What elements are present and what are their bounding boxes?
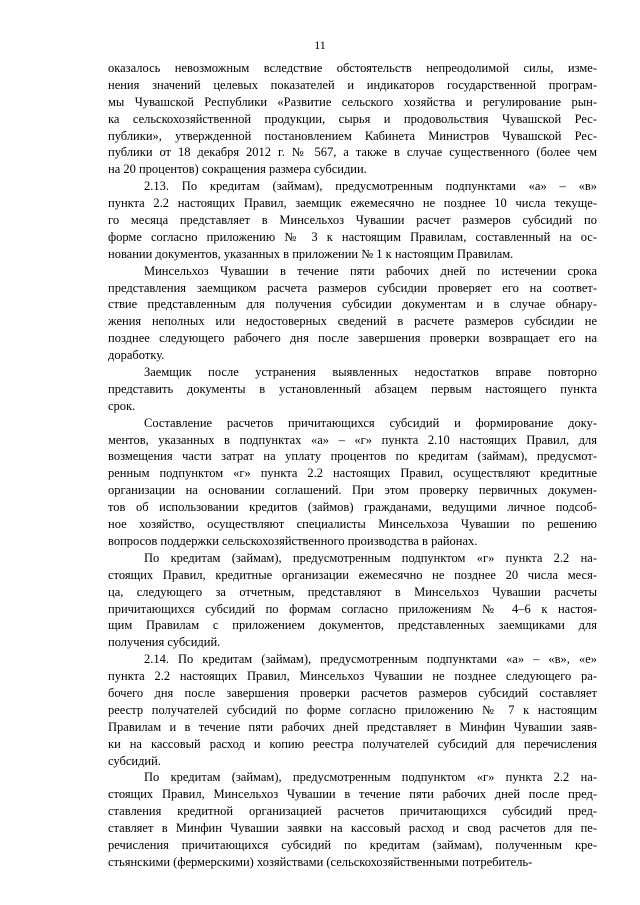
text-line: субсидий. bbox=[108, 753, 161, 768]
text-line: бочего дня после завершения проверки расчетов размеров субсидий составляет bbox=[108, 685, 597, 700]
text-line: По кредитам (займам), предусмотренным подпунктом «г» пункта 2.2 на- bbox=[144, 550, 597, 565]
text-line: По кредитам (займам), предусмотренным подпунктом «г» пункта 2.2 на- bbox=[144, 770, 597, 785]
text-line: стоящих Правил, кредитные организации ежемесячно не позднее 20 числа меся- bbox=[108, 567, 597, 582]
text-line: представить документы в установленный абзацем первым настоящего пункта bbox=[108, 381, 597, 396]
text-line: ставляет в Минфин Чувашии заявки на кассовый расход и свод расчетов для пе- bbox=[108, 821, 597, 836]
text-line: позднее следующего рабочего дня после завершения проверки возвращает его на bbox=[108, 331, 597, 346]
text-line: ствие представленным для получения субсидии документам и в случае обнару- bbox=[108, 297, 597, 312]
text-line: Правилам и в течение пяти рабочих дней представляет в Минфин Чувашии заяв- bbox=[108, 719, 597, 734]
text-line: ренным подпунктом «г» пункта 2.2 настоящих Правил, осуществляют кредитные bbox=[108, 466, 597, 481]
text-line: ка сельскохозяйственной продукции, сырья и продовольствия Чувашской Рес- bbox=[108, 111, 597, 126]
text-line: организации на основании соглашений. При этом проверку первичных докумен- bbox=[108, 483, 597, 498]
paragraph bbox=[108, 263, 597, 364]
text-line: Заемщик после устранения выявленных недостатков вправе повторно bbox=[144, 365, 597, 380]
text-line: ца, следующего за отчетным, представляют в Минсельхоз Чувашии расчеты bbox=[108, 584, 597, 599]
text-line: оказалось невозможным вследствие обстоятельств непреодолимой силы, изме- bbox=[108, 61, 597, 75]
text-line: тов об использовании кредитов (займов) гражданами, ведущими личное подсоб- bbox=[108, 500, 597, 515]
text-line: получения субсидий. bbox=[108, 635, 221, 650]
text-line: щим Правилам с приложением документов, представленных заемщиками для bbox=[108, 618, 597, 633]
text-line: Составление расчетов причитающихся субсидий и формирование доку- bbox=[144, 415, 597, 430]
paragraph bbox=[108, 415, 597, 550]
text-line: публики от 18 декабря 2012 г. № 567, а также в случае существенного (более чем bbox=[108, 145, 597, 160]
text-line: жения неполных или недостоверных сведений в расчете размеров субсидии не bbox=[108, 314, 597, 329]
text-line: публики», утвержденной постановлением Кабинета Министров Чувашской Рес- bbox=[108, 128, 597, 143]
text-line: новании документов, указанных в приложении № 1 к настоящим Правилам. bbox=[108, 246, 514, 261]
text-line: на 20 процентов) сокращения размера субсидии. bbox=[108, 162, 367, 177]
text-line: речисления причитающихся субсидий по кредитам (займам), полученным кре- bbox=[108, 837, 597, 852]
text-line: срок. bbox=[108, 398, 136, 413]
text-line: ное хозяйство, осуществляют специалисты Минсельхоза Чувашии по решению bbox=[108, 517, 597, 532]
text-line: причитающихся субсидий по формам согласно приложениям № 4–6 к настоя- bbox=[108, 601, 597, 616]
text-line: ментов, указанных в подпунктах «а» – «г» пункта 2.10 настоящих Правил, для bbox=[108, 432, 597, 447]
page-number: 11 bbox=[314, 38, 326, 52]
paragraph bbox=[108, 60, 597, 178]
text-line: представления заемщиком расчета размеров субсидии проверяет его на соответ- bbox=[108, 280, 597, 295]
text-line: ки на кассовый расход и копию реестра получателей субсидий для перечисления bbox=[108, 736, 597, 751]
text-line: нения значений целевых показателей и индикаторов государственной програм- bbox=[108, 77, 597, 92]
paragraph bbox=[108, 178, 597, 262]
text-line: стьянскими (фермерскими) хозяйствами (сельскохозяйственными потребитель- bbox=[108, 854, 533, 869]
text-line: форме согласно приложению № 3 к настоящим Правилам, составленный на ос- bbox=[108, 229, 597, 244]
text-line: Минсельхоз Чувашии в течение пяти рабочих дней по истечении срока bbox=[144, 263, 597, 278]
text-line: 2.13. По кредитам (займам), предусмотренным подпунктами «а» – «в» bbox=[144, 179, 597, 194]
text-line: пункта 2.2 настоящих Правил, Минсельхоз Чувашии не позднее следующего ра- bbox=[108, 669, 597, 684]
text-line: стоящих Правил, Минсельхоз Чувашии в течение пяти рабочих дней после пред- bbox=[108, 787, 597, 802]
paragraph bbox=[108, 651, 597, 769]
text-line: ставления кредитной организацией расчетов причитающихся субсидий пред- bbox=[108, 804, 597, 819]
text-line: го месяца представляет в Минсельхоз Чувашии расчет размеров субсидий по bbox=[108, 213, 597, 228]
paragraph bbox=[108, 769, 597, 870]
text-line: пункта 2.2 настоящих Правил, заемщик ежемесячно не позднее 10 числа текуще- bbox=[108, 196, 597, 211]
document-body bbox=[108, 60, 597, 871]
text-line: доработку. bbox=[108, 348, 165, 363]
text-line: возмещения части затрат на уплату процентов по кредитам (займам), предусмот- bbox=[108, 449, 597, 464]
text-line: вопросов поддержки сельскохозяйственного производства в районах. bbox=[108, 533, 478, 548]
paragraph bbox=[108, 364, 597, 415]
text-line: мы Чувашской Республики «Развитие сельского хозяйства и регулирование рын- bbox=[108, 94, 597, 109]
text-line: 2.14. По кредитам (займам), предусмотренным подпунктами «а» – «в», «е» bbox=[144, 652, 597, 667]
text-line: реестр получателей субсидий по форме согласно приложению № 7 к настоящим bbox=[108, 702, 597, 717]
paragraph bbox=[108, 550, 597, 651]
